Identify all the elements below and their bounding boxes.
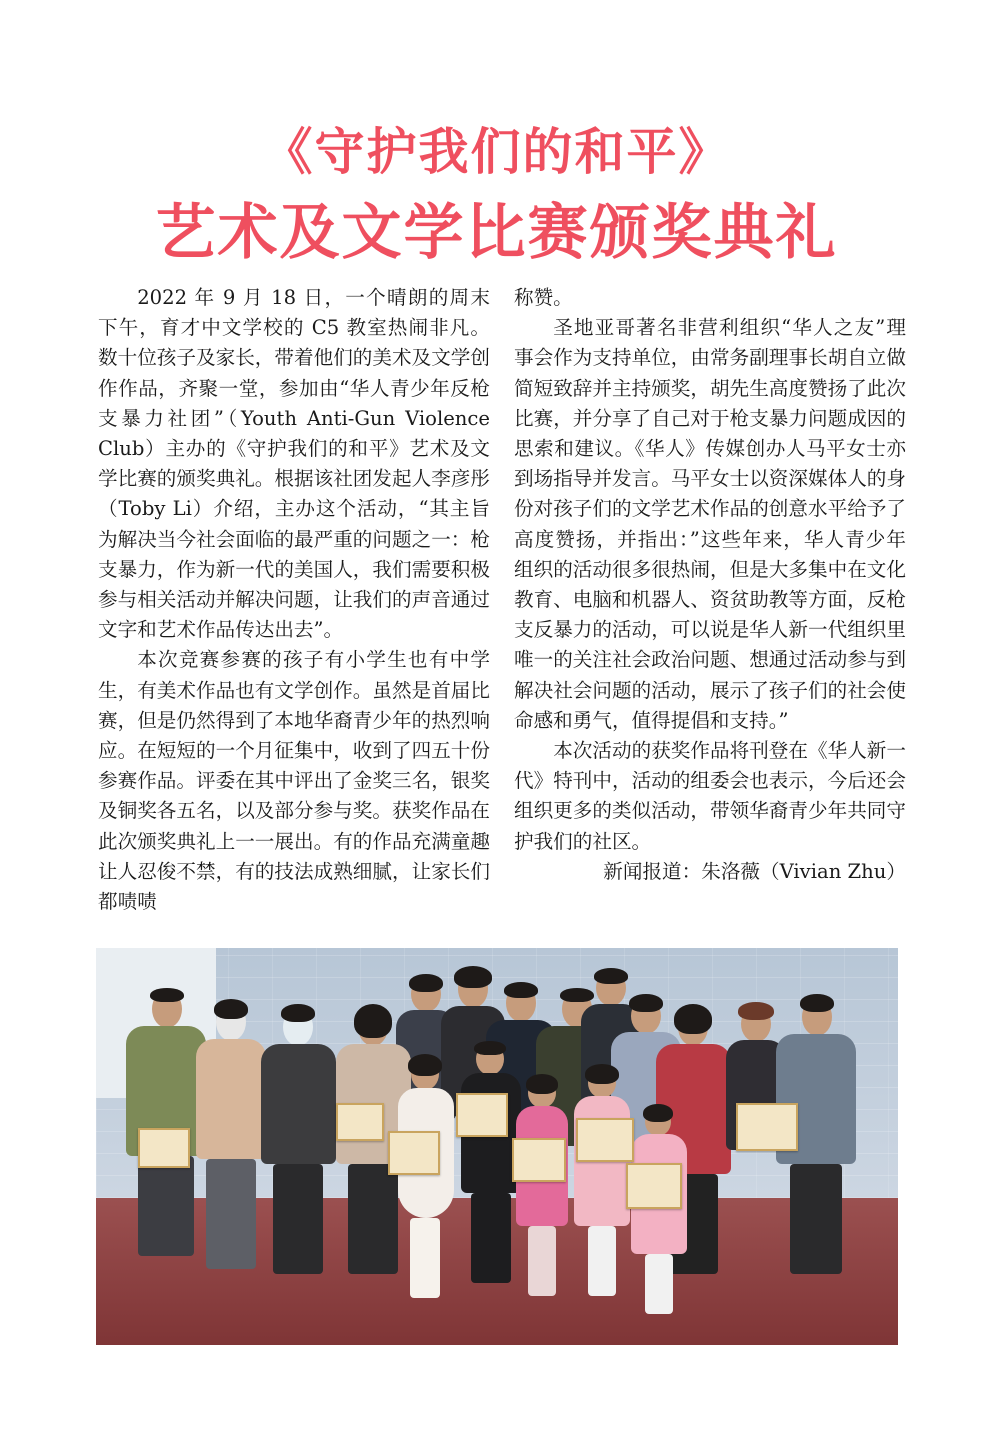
article-column-left	[98, 283, 490, 917]
paragraph-support: 圣地亚哥著名非营利组织“华人之友”理事会作为支持单位，由常务副理事长胡自立做简短致辞并主持颁奖，胡先生高度赞扬了此次比赛，并分享了自己对于枪支暴力问题成因的思索和建议。《华人》传媒创办人马平女士亦到场指导并发言。马平女士以资深媒体人的身份对孩子们的文学艺术作品的创意水平给予了高度赞扬，并指出：”这些年来，华人青少年组织的活动很多很热闹，但是大多集中在文化教育、电脑和机器人、资贫助教等方面，反枪支反暴力的活动，可以说是华人新一代组织里唯一的关注社会政治问题、想通过活动参与到解决社会问题的活动，展示了孩子们的社会使命感和勇气，值得提倡和支持。”	[514, 316, 906, 732]
paragraph-closing: 本次活动的获奖作品将刊登在《华人新一代》特刊中，活动的组委会也表示，今后还会组织更多的类似活动，带领华裔青少年共同守护我们的社区。	[514, 739, 906, 853]
paragraph-competition: 本次竞赛参赛的孩子有小学生也有中学生，有美术作品也有文学创作。虽然是首届比赛，但是仍然得到了本地华裔青少年的热烈响应。在短短的一个月征集中，收到了四五十份参赛作品。评委在其中评出了金奖三名，银奖及铜奖各五名，以及部分参与奖。获奖作品在此次颁奖典礼上一一展出。有的作品充满童趣让人忍俊不禁，有的技法成熟细腻，让家长们都啧啧	[98, 648, 490, 914]
certificate	[736, 1103, 798, 1151]
photo-person	[196, 1003, 266, 1323]
certificate	[336, 1103, 384, 1141]
reporter-byline: 新闻报道：朱洛薇（Vivian Zhu）	[603, 859, 906, 883]
photo-person	[574, 1068, 630, 1338]
photo-person	[776, 998, 856, 1328]
certificate	[388, 1131, 440, 1175]
paragraph-intro: 2022 年 9 月 18 日，一个晴朗的周末下午，育才中文学校的 C5 教室热闹非凡。数十位孩子及家长，带着他们的美术及文学创作作品，齐聚一堂，参加由“华人青少年反枪支暴力社团”（Youth Anti-Gun Violence Club）主办的《守护我们的和平》艺术及文学比赛的颁奖典礼。根据该社团发起人李彦彤（Toby Li）介绍，主办这个活动，“其主旨为解决当今社会面临的最严重的问题之一：枪支暴力，作为新一代的美国人，我们需要积极参与相关活动并解决问题，让我们的声音通过文字和艺术作品传达出去”。	[98, 286, 490, 642]
headline-line-2: 艺术及文学比赛颁奖典礼	[155, 198, 838, 268]
certificate	[456, 1093, 508, 1137]
photo-person	[516, 1078, 568, 1338]
photo-person	[461, 1043, 521, 1333]
certificate	[138, 1128, 190, 1168]
certificate	[576, 1118, 634, 1162]
photo-person	[631, 1108, 687, 1345]
headline-line-1: 《守护我们的和平》	[262, 123, 731, 181]
certificate	[512, 1138, 566, 1182]
group-photo	[96, 948, 898, 1345]
photo-person	[261, 1008, 336, 1328]
certificate	[626, 1163, 682, 1209]
article-column-right	[514, 283, 906, 887]
photo-person	[396, 1058, 456, 1338]
paragraph-continuation: 称赞。	[514, 286, 573, 309]
